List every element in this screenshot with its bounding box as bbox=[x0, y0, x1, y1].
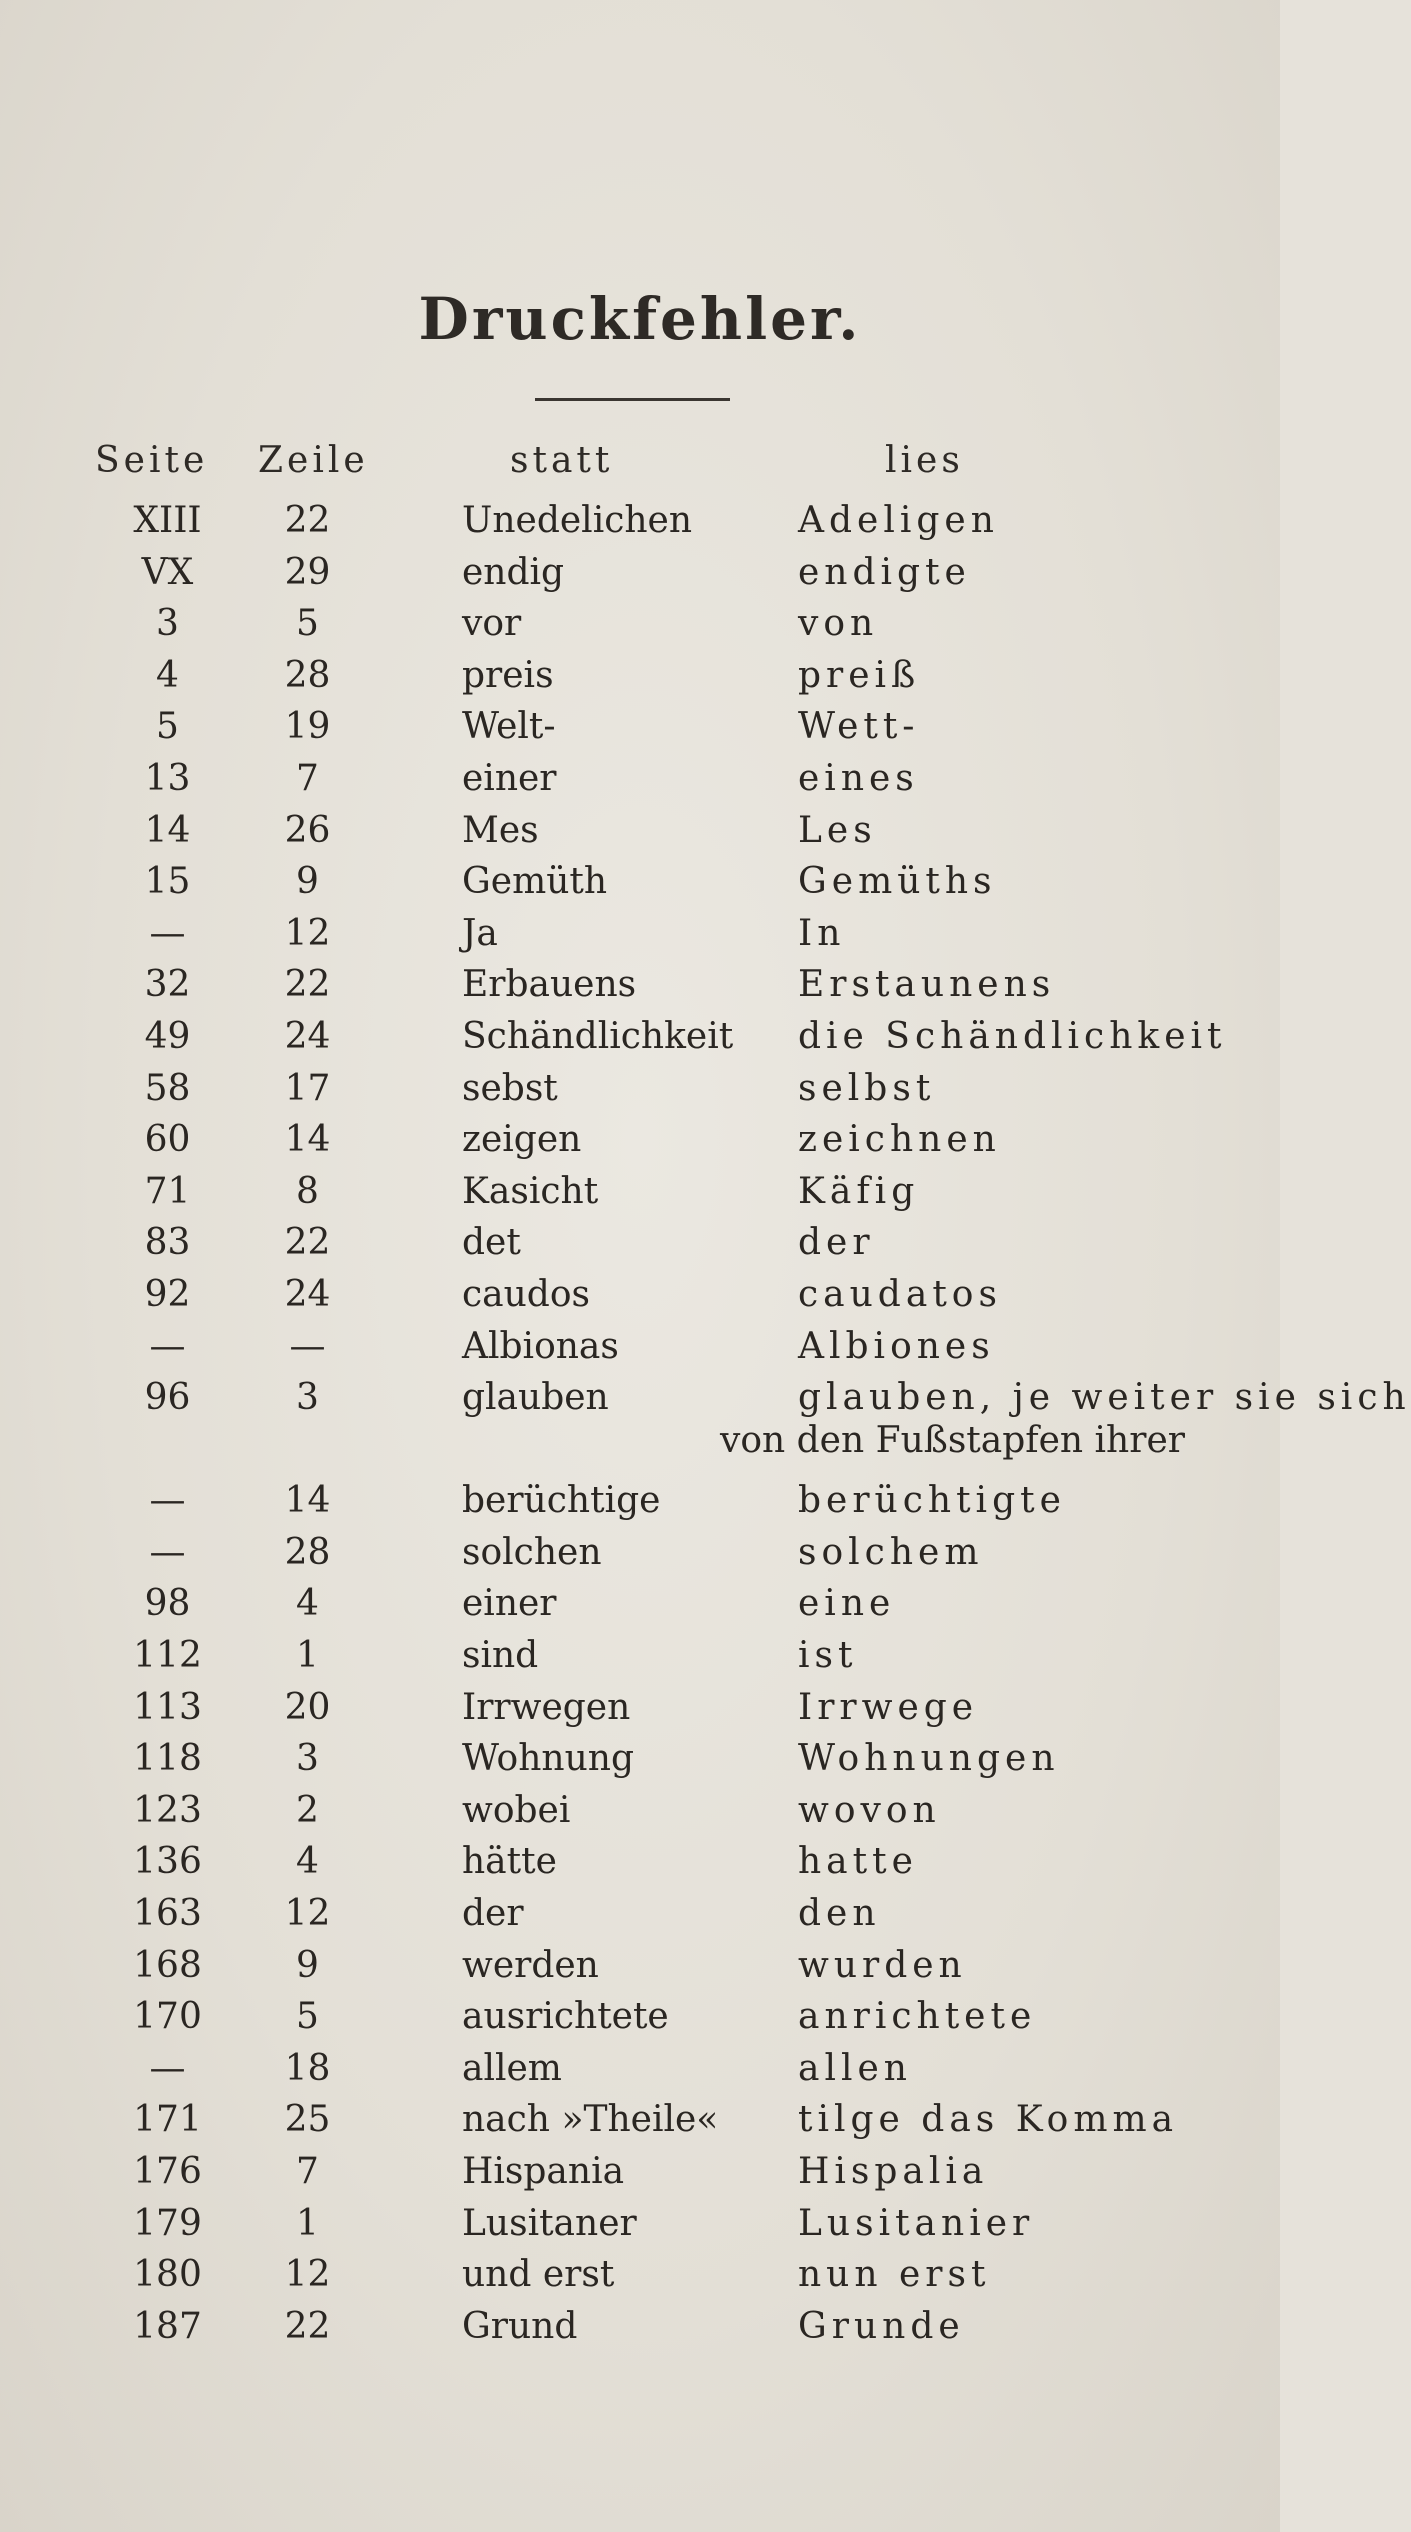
cell-lies: Adeligen bbox=[798, 500, 999, 541]
table-row bbox=[0, 2203, 1280, 2255]
cell-zeile: 14 bbox=[284, 1119, 331, 1161]
cell-zeile: 7 bbox=[296, 757, 319, 799]
table-row bbox=[0, 1583, 1280, 1635]
header-zeile: Zeile bbox=[258, 440, 369, 481]
table-row bbox=[0, 1893, 1280, 1945]
cell-statt: det bbox=[462, 1222, 521, 1264]
cell-statt: Irrwegen bbox=[462, 1686, 631, 1728]
cell-zeile: 22 bbox=[284, 1222, 331, 1264]
cell-statt: Mes bbox=[462, 809, 539, 851]
cell-seite: 14 bbox=[144, 809, 191, 851]
table-row bbox=[0, 500, 1280, 552]
cell-lies: solchem bbox=[798, 1531, 984, 1573]
cell-lies: Wohnungen bbox=[798, 1738, 1060, 1780]
table-row bbox=[0, 1068, 1280, 1120]
cell-statt: Welt- bbox=[462, 706, 556, 748]
cell-seite: — bbox=[149, 1531, 186, 1573]
table-row bbox=[0, 2306, 1280, 2358]
cell-lies: Grunde bbox=[798, 2305, 965, 2347]
cell-zeile: 9 bbox=[296, 1944, 319, 1986]
table-row bbox=[0, 1945, 1280, 1997]
table-row bbox=[0, 1841, 1280, 1893]
table-row bbox=[0, 603, 1280, 655]
table-row bbox=[0, 1119, 1280, 1171]
cell-seite: 98 bbox=[144, 1583, 191, 1625]
table-row bbox=[0, 706, 1280, 758]
cell-lies: preiß bbox=[798, 654, 921, 696]
cell-lies: Hispalia bbox=[798, 2151, 989, 2192]
cell-statt: werden bbox=[462, 1944, 599, 1986]
cell-seite: 176 bbox=[133, 2151, 202, 2192]
cell-statt: Ja bbox=[462, 912, 498, 954]
cell-zeile: 5 bbox=[296, 603, 319, 645]
cell-zeile: 22 bbox=[284, 964, 331, 1006]
cell-lies: hatte bbox=[798, 1841, 918, 1883]
table-row bbox=[0, 964, 1280, 1016]
cell-statt: Gemüth bbox=[462, 861, 608, 903]
cell-seite: XIII bbox=[133, 500, 202, 541]
cell-zeile: 9 bbox=[296, 861, 319, 903]
cell-lies: der bbox=[798, 1222, 875, 1264]
cell-lies: eines bbox=[798, 757, 919, 799]
cell-statt: Erbauens bbox=[462, 964, 637, 1006]
cell-lies: selbst bbox=[798, 1067, 936, 1109]
cell-zeile: 22 bbox=[284, 2305, 331, 2347]
cell-seite: VX bbox=[141, 551, 194, 593]
cell-zeile: 12 bbox=[284, 2254, 331, 2296]
cell-zeile: 5 bbox=[296, 1996, 319, 2038]
cell-zeile: 2 bbox=[296, 1789, 319, 1831]
cell-seite: 32 bbox=[144, 964, 191, 1006]
cell-seite: 4 bbox=[156, 654, 179, 696]
cell-zeile: 25 bbox=[284, 2099, 331, 2141]
cell-zeile: 7 bbox=[296, 2151, 319, 2192]
cell-lies: Les bbox=[798, 809, 877, 851]
cell-statt: einer bbox=[462, 757, 557, 799]
cell-seite: 113 bbox=[133, 1686, 202, 1728]
cell-seite: 15 bbox=[144, 861, 191, 903]
table-row bbox=[0, 1996, 1280, 2048]
table-row bbox=[0, 861, 1280, 913]
table-row bbox=[0, 1222, 1280, 1274]
cell-seite: 60 bbox=[144, 1119, 191, 1161]
cell-seite: 112 bbox=[133, 1635, 202, 1677]
cell-seite: 83 bbox=[144, 1222, 191, 1264]
cell-seite: — bbox=[149, 1325, 186, 1367]
table-row bbox=[0, 1532, 1280, 1584]
cell-seite: 96 bbox=[144, 1377, 191, 1419]
cell-seite: 92 bbox=[144, 1273, 191, 1315]
cell-lies: die Schändlichkeit bbox=[798, 1015, 1227, 1057]
cell-zeile: 14 bbox=[284, 1480, 331, 1522]
cell-statt: Unedelichen bbox=[462, 500, 693, 541]
cell-statt: Grund bbox=[462, 2305, 578, 2347]
table-row bbox=[0, 758, 1280, 810]
cell-lies: glauben, je weiter sie sich bbox=[798, 1377, 1411, 1419]
table-row bbox=[0, 1274, 1280, 1326]
cell-seite: 13 bbox=[144, 757, 191, 799]
cell-statt: berüchtige bbox=[462, 1480, 661, 1522]
cell-statt: solchen bbox=[462, 1531, 602, 1573]
cell-lies: tilge das Komma bbox=[798, 2099, 1179, 2141]
cell-zeile: 4 bbox=[296, 1841, 319, 1883]
cell-zeile: 1 bbox=[296, 2202, 319, 2244]
cell-statt: Kasicht bbox=[462, 1170, 599, 1212]
cell-seite: 163 bbox=[133, 1893, 202, 1935]
cell-statt: und erst bbox=[462, 2254, 615, 2296]
cell-lies: Irrwege bbox=[798, 1686, 979, 1728]
cell-lies: Wett- bbox=[798, 706, 920, 748]
cell-seite: 170 bbox=[133, 1996, 202, 2038]
table-row bbox=[0, 1480, 1280, 1532]
table-row bbox=[0, 2048, 1280, 2100]
cell-lies: nun erst bbox=[798, 2254, 991, 2296]
cell-lies: Erstaunens bbox=[798, 964, 1056, 1006]
page-title: Druckfehler. bbox=[418, 285, 862, 353]
cell-statt: allem bbox=[462, 2047, 562, 2089]
cell-statt: vor bbox=[462, 603, 522, 645]
cell-lies: zeichnen bbox=[798, 1119, 1001, 1161]
cell-zeile: 8 bbox=[296, 1170, 319, 1212]
cell-statt: glauben bbox=[462, 1377, 609, 1419]
cell-seite: — bbox=[149, 912, 186, 954]
cell-zeile: 20 bbox=[284, 1686, 331, 1728]
cell-statt: sind bbox=[462, 1635, 539, 1677]
table-row bbox=[0, 1635, 1280, 1687]
table-row bbox=[0, 2099, 1280, 2151]
cell-statt: nach »Theile« bbox=[462, 2099, 719, 2141]
table-row bbox=[0, 1687, 1280, 1739]
cell-zeile: 19 bbox=[284, 706, 331, 748]
continuation-text: von den Fußstapfen ihrer bbox=[720, 1420, 1185, 1461]
cell-zeile: 1 bbox=[296, 1635, 319, 1677]
cell-lies: berüchtigte bbox=[798, 1480, 1066, 1522]
cell-lies: wovon bbox=[798, 1789, 941, 1831]
cell-lies: Albiones bbox=[798, 1325, 995, 1367]
cell-zeile: 12 bbox=[284, 1893, 331, 1935]
cell-seite: 5 bbox=[156, 706, 179, 748]
cell-lies: caudatos bbox=[798, 1273, 1002, 1315]
cell-statt: caudos bbox=[462, 1273, 591, 1315]
cell-zeile: 18 bbox=[284, 2047, 331, 2089]
table-row bbox=[0, 2151, 1280, 2203]
cell-seite: — bbox=[149, 2047, 186, 2089]
cell-lies: allen bbox=[798, 2047, 912, 2089]
header-statt: statt bbox=[510, 440, 614, 481]
cell-statt: der bbox=[462, 1893, 524, 1935]
cell-zeile: 28 bbox=[284, 654, 331, 696]
cell-seite: — bbox=[149, 1480, 186, 1522]
cell-zeile: 26 bbox=[284, 809, 331, 851]
cell-seite: 123 bbox=[133, 1789, 202, 1831]
cell-statt: Schändlichkeit bbox=[462, 1015, 734, 1057]
table-row bbox=[0, 913, 1280, 965]
cell-statt: sebst bbox=[462, 1067, 558, 1109]
table-row bbox=[0, 810, 1280, 862]
cell-statt: Hispania bbox=[462, 2151, 625, 2192]
cell-zeile: 4 bbox=[296, 1583, 319, 1625]
cell-zeile: — bbox=[289, 1325, 326, 1367]
table-row bbox=[0, 1171, 1280, 1223]
table-row bbox=[0, 2254, 1280, 2306]
table-row bbox=[0, 1326, 1280, 1378]
cell-zeile: 3 bbox=[296, 1738, 319, 1780]
header-seite: Seite bbox=[95, 440, 209, 481]
cell-lies: wurden bbox=[798, 1944, 967, 1986]
cell-statt: einer bbox=[462, 1583, 557, 1625]
cell-lies: Lusitanier bbox=[798, 2202, 1035, 2244]
cell-statt: zeigen bbox=[462, 1119, 582, 1161]
cell-lies: anrichtete bbox=[798, 1996, 1037, 2038]
table-row bbox=[0, 1790, 1280, 1842]
table-row bbox=[0, 655, 1280, 707]
cell-lies: den bbox=[798, 1893, 881, 1935]
cell-statt: endig bbox=[462, 551, 565, 593]
cell-lies: endigte bbox=[798, 551, 971, 593]
cell-zeile: 28 bbox=[284, 1531, 331, 1573]
cell-seite: 136 bbox=[133, 1841, 202, 1883]
cell-zeile: 24 bbox=[284, 1015, 331, 1057]
cell-statt: preis bbox=[462, 654, 554, 696]
cell-zeile: 3 bbox=[296, 1377, 319, 1419]
cell-lies: Käfig bbox=[798, 1170, 920, 1212]
cell-statt: ausrichtete bbox=[462, 1996, 669, 2038]
table-header bbox=[0, 440, 1280, 490]
cell-seite: 3 bbox=[156, 603, 179, 645]
cell-statt: wobei bbox=[462, 1789, 571, 1831]
table-row bbox=[0, 1738, 1280, 1790]
cell-zeile: 24 bbox=[284, 1273, 331, 1315]
cell-lies: In bbox=[798, 912, 846, 954]
cell-seite: 71 bbox=[144, 1170, 191, 1212]
cell-seite: 49 bbox=[144, 1015, 191, 1057]
cell-lies: eine bbox=[798, 1583, 896, 1625]
cell-statt: hätte bbox=[462, 1841, 557, 1883]
cell-lies: von bbox=[798, 603, 879, 645]
cell-seite: 187 bbox=[133, 2305, 202, 2347]
cell-zeile: 12 bbox=[284, 912, 331, 954]
cell-statt: Lusitaner bbox=[462, 2202, 637, 2244]
cell-zeile: 17 bbox=[284, 1067, 331, 1109]
cell-seite: 118 bbox=[133, 1738, 202, 1780]
cell-statt: Albionas bbox=[462, 1325, 619, 1367]
cell-seite: 179 bbox=[133, 2202, 202, 2244]
cell-seite: 171 bbox=[133, 2099, 202, 2141]
table-row bbox=[0, 552, 1280, 604]
table-row bbox=[0, 1016, 1280, 1068]
cell-zeile: 29 bbox=[284, 551, 331, 593]
cell-seite: 180 bbox=[133, 2254, 202, 2296]
cell-statt: Wohnung bbox=[462, 1738, 635, 1780]
cell-seite: 168 bbox=[133, 1944, 202, 1986]
title-rule bbox=[535, 398, 730, 401]
header-lies: lies bbox=[885, 440, 964, 481]
cell-lies: Gemüths bbox=[798, 861, 997, 903]
cell-seite: 58 bbox=[144, 1067, 191, 1109]
cell-zeile: 22 bbox=[284, 500, 331, 541]
cell-lies: ist bbox=[798, 1635, 858, 1677]
